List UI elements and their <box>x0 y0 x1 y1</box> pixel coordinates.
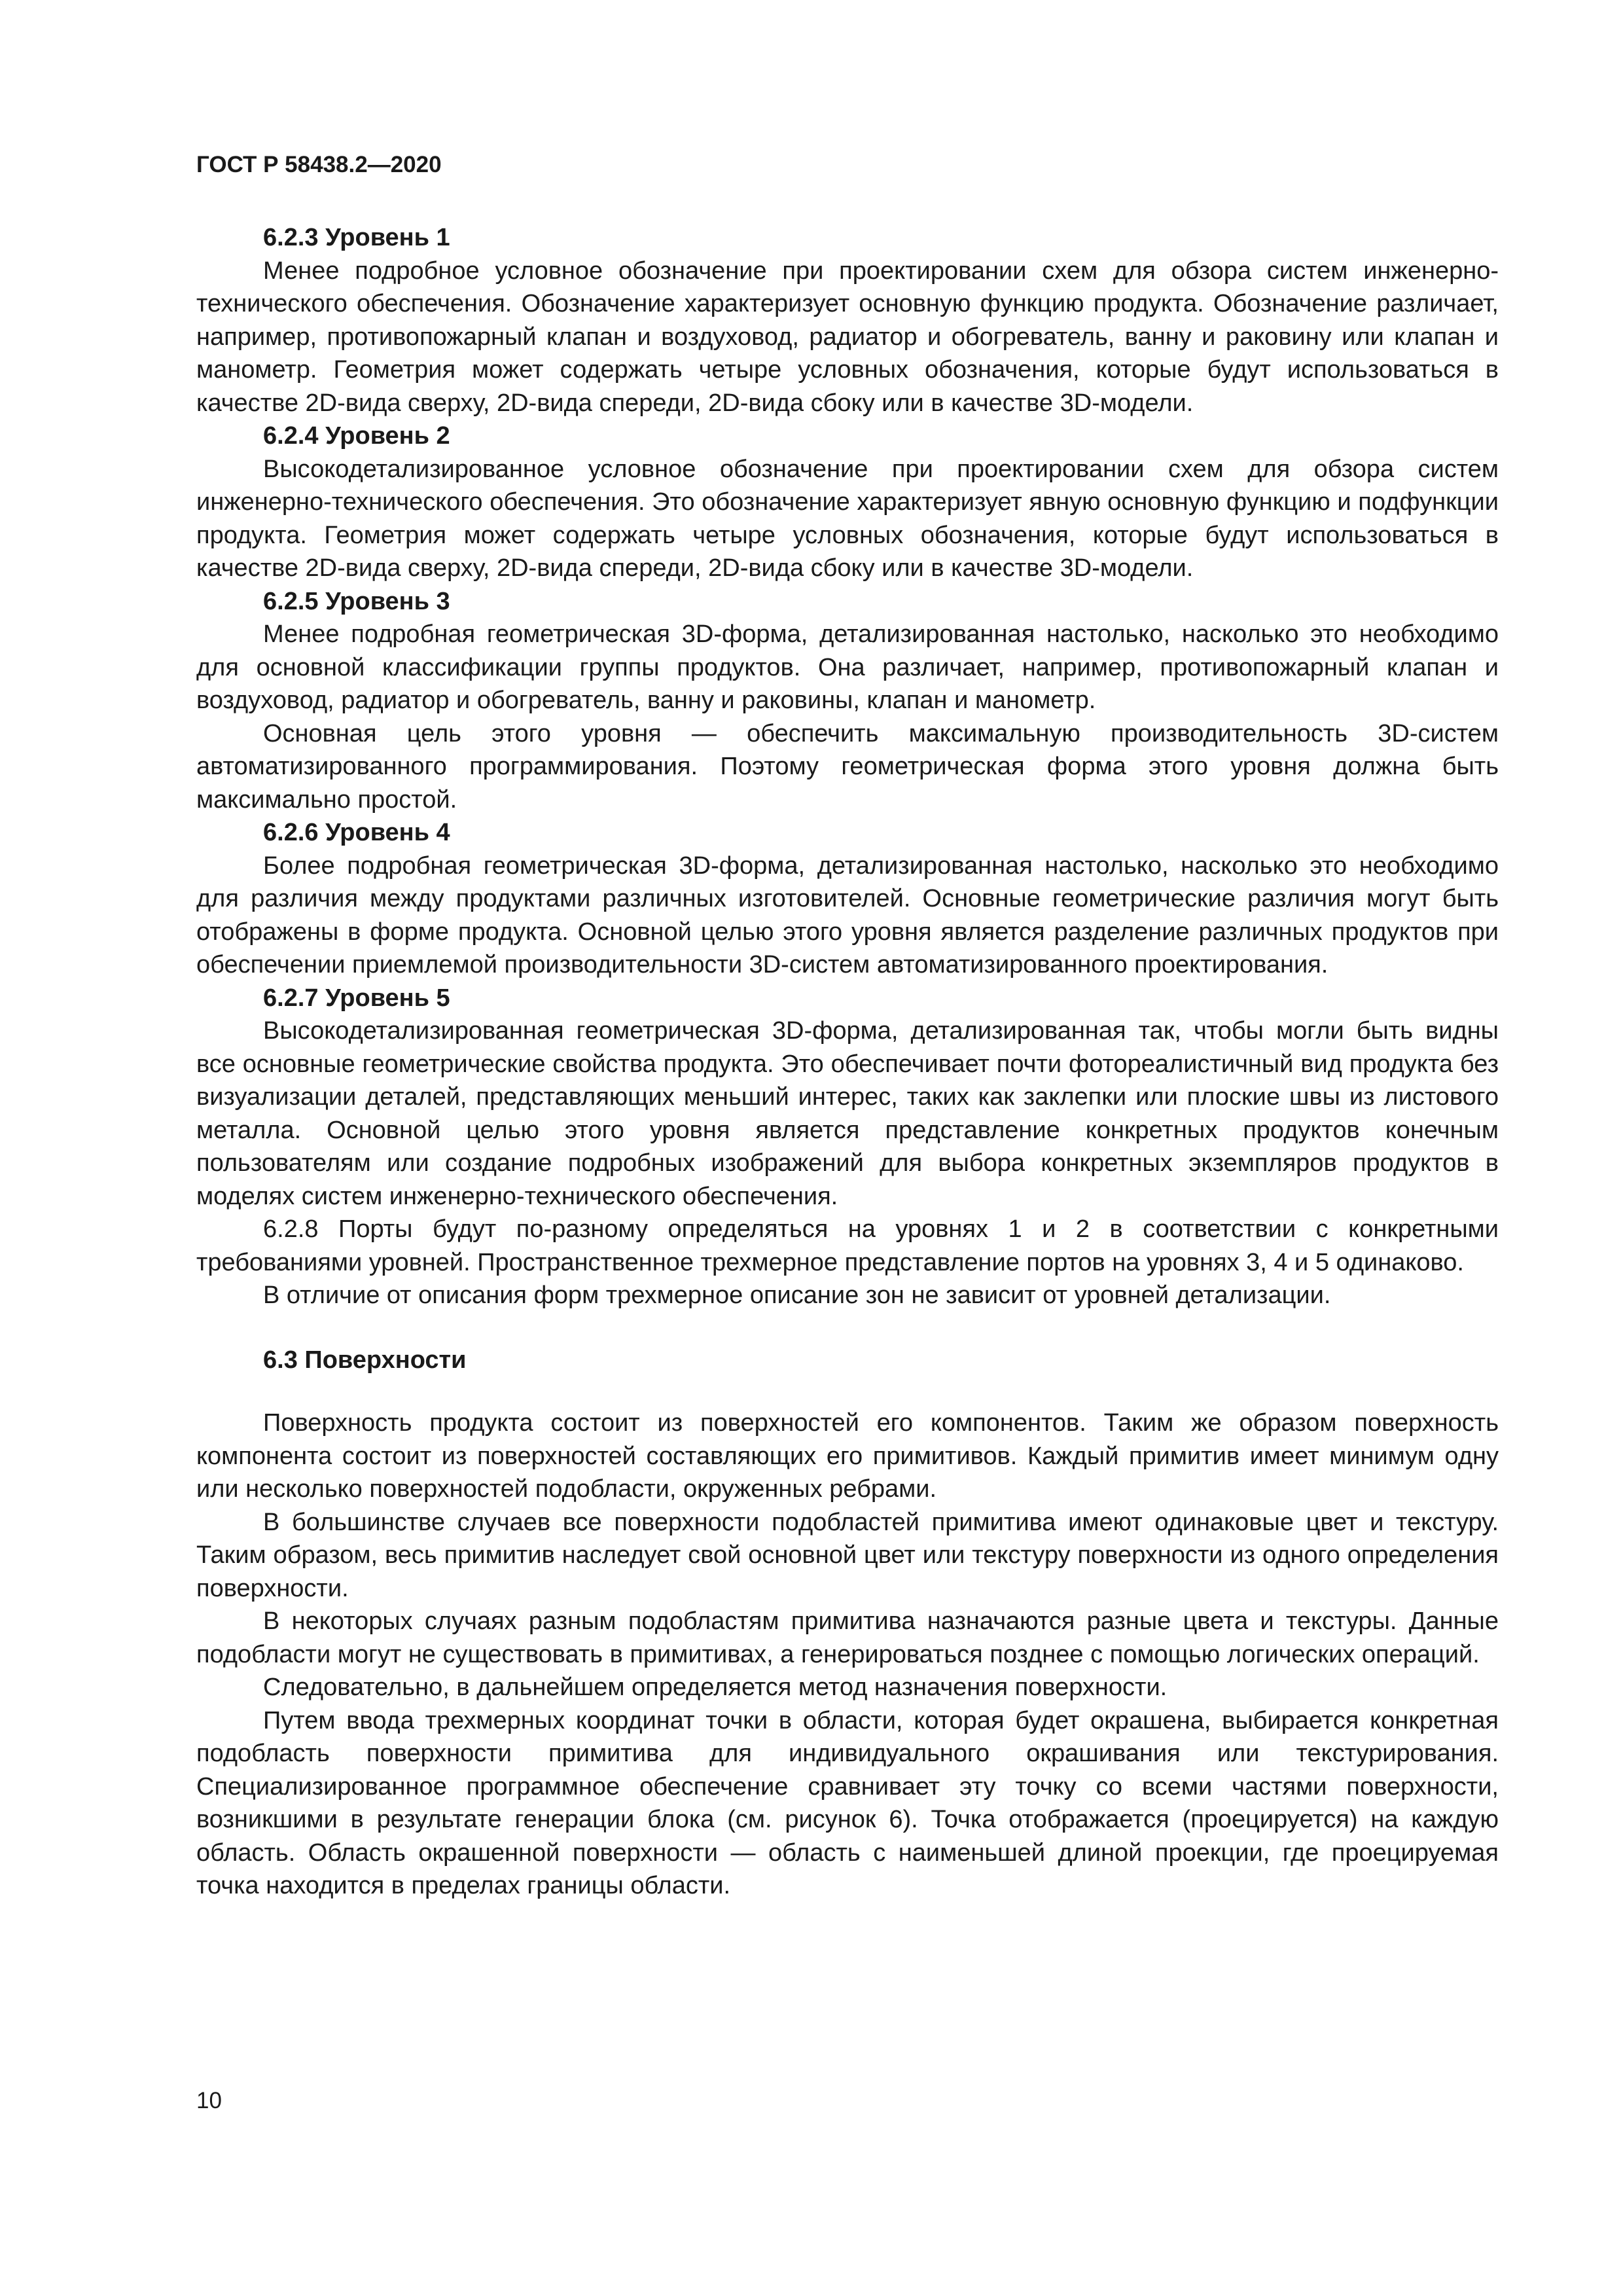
heading-6-2-5: 6.2.5 Уровень 3 <box>263 587 450 615</box>
document-body <box>196 221 1499 1903</box>
heading-6-2-7: 6.2.7 Уровень 5 <box>263 984 450 1012</box>
paragraph-6-2-7-1: Высокодетализированная геометрическая 3D-форма, детализированная так, чтобы могли быть видны все основные геометрические свойства продукта. Это обеспечивает почти фотореалистичный вид продукта без визуализации деталей, представляющих меньший интерес, таких как заклепки или плоские швы из листового металла. Основной целью этого уровня является представление конкретных продуктов конечным пользователям или создание подробных изображений для выбора конкретных экземпляров продуктов в моделях систем инженерно-технического обеспечения. <box>196 1017 1499 1210</box>
paragraph-6-2-5-1: Менее подробная геометрическая 3D-форма, детализированная настолько, насколько это необходимо для основной классификации группы продуктов. Она различает, например, противопожарный клапан и воздуховод, радиатор и обогреватель, ванну и раковины, клапан и манометр. <box>196 620 1499 714</box>
paragraph-6-2-8-1: 6.2.8 Порты будут по-разному определяться на уровнях 1 и 2 в соответствии с конкретными требованиями уровней. Пространственное трехмерное представление портов на уровнях 3, 4 и 5 одинаково. <box>196 1215 1499 1276</box>
paragraph-6-2-3-1: Менее подробное условное обозначение при проектировании схем для обзора систем инженерно-технического обеспечения. Обозначение характеризует основную функцию продукта. Обозначение различает, например, противопожарный клапан и воздуховод, радиатор и обогреватель, ванну и раковину или клапан и манометр. Геометрия может содержать четыре условных обозначения, которые будут использоваться в качестве 2D-вида сверху, 2D-вида спереди, 2D-вида сбоку или в качестве 3D-модели. <box>196 257 1499 417</box>
paragraph-6-3-2: В большинстве случаев все поверхности подобластей примитива имеют одинаковые цвет и текстуру. Таким образом, весь примитив наследует свой основной цвет или текстуру поверхности из одного определения поверхности. <box>196 1508 1499 1602</box>
paragraph-6-2-8-2: В отличие от описания форм трехмерное описание зон не зависит от уровней детализации. <box>263 1282 1331 1309</box>
document-code: ГОСТ Р 58438.2—2020 <box>196 152 442 177</box>
paragraph-6-2-6-1: Более подробная геометрическая 3D-форма, детализированная настолько, насколько это необходимо для различия между продуктами различных изготовителей. Основные геометрические различия могут быть отображены в форме продукта. Основной целью этого уровня является разделение различных продуктов при обеспечении приемлемой производительности 3D-систем автоматизированного проектирования. <box>196 852 1499 978</box>
paragraph-6-3-1: Поверхность продукта состоит из поверхностей его компонентов. Таким же образом поверхность компонента состоит из поверхностей составляющих его примитивов. Каждый примитив имеет минимум одну или несколько поверхностей подобласти, окруженных ребрами. <box>196 1409 1499 1503</box>
heading-6-2-6: 6.2.6 Уровень 4 <box>263 819 450 846</box>
page-number: 10 <box>196 2088 222 2113</box>
paragraph-6-3-4: Следовательно, в дальнейшем определяется метод назначения поверхности. <box>263 1674 1168 1701</box>
paragraph-6-2-5-2: Основная цель этого уровня — обеспечить максимальную производительность 3D-систем автоматизированного программирования. Поэтому геометрическая форма этого уровня должна быть максимально простой. <box>196 719 1499 814</box>
paragraph-6-2-4-1: Высокодетализированное условное обозначение при проектировании схем для обзора систем инженерно-технического обеспечения. Это обозначение характеризует явную основную функцию и подфункции продукта. Геометрия может содержать четыре условных обозначения, которые будут использоваться в качестве 2D-вида сверху, 2D-вида спереди, 2D-вида сбоку или в качестве 3D-модели. <box>196 455 1499 582</box>
paragraph-6-3-3: В некоторых случаях разным подобластям примитива назначаются разные цвета и текстуры. Данные подобласти могут не существовать в примитивах, а генерироваться позднее с помощью логических операций. <box>196 1607 1499 1668</box>
heading-6-2-4: 6.2.4 Уровень 2 <box>263 422 450 450</box>
heading-6-3: 6.3 Поверхности <box>263 1346 467 1374</box>
paragraph-6-3-5: Путем ввода трехмерных координат точки в области, которая будет окрашена, выбирается конкретная подобласть поверхности примитива для индивидуального окрашивания или текстурирования. Специализированное программное обеспечение сравнивает эту точку со всеми частями поверхности, возникшими в результате генерации блока (см. рисунок 6). Точка отображается (проецируется) на каждую область. Область окрашенной поверхности — область с наименьшей длиной проекции, где проецируемая точка находится в пределах границы области. <box>196 1706 1499 1899</box>
heading-6-2-3: 6.2.3 Уровень 1 <box>263 224 450 251</box>
